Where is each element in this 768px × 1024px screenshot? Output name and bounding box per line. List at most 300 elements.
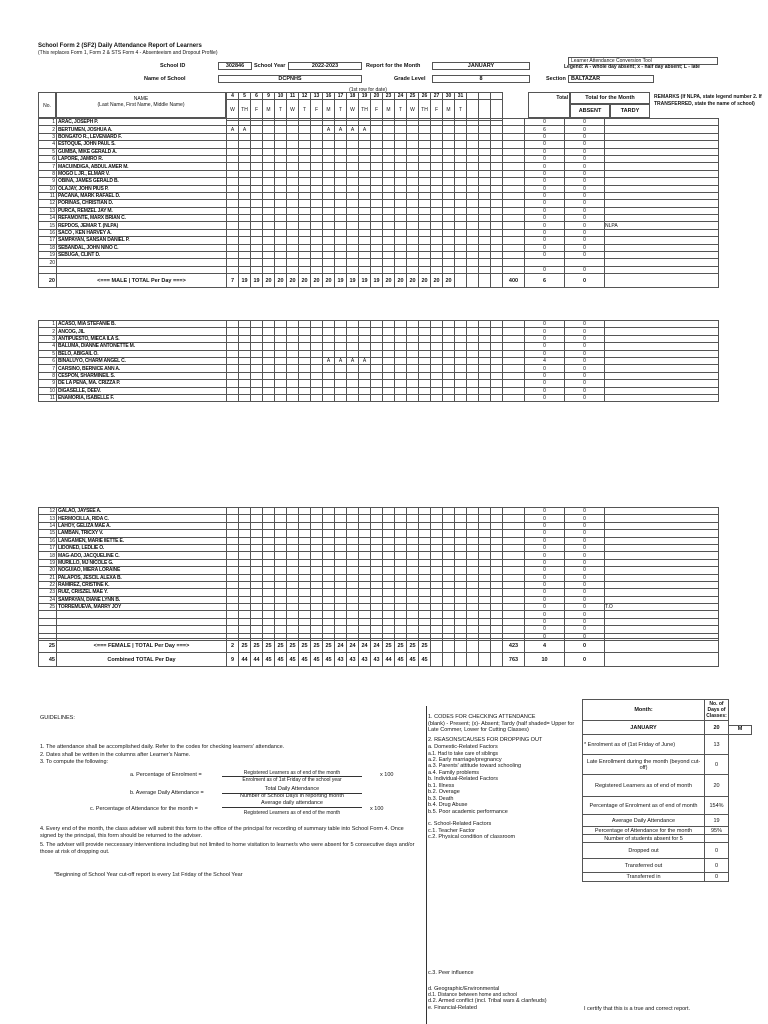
attendance-cell — [383, 350, 395, 357]
tardy-count: 0 — [565, 515, 605, 522]
attendance-cell — [395, 133, 407, 140]
attendance-cell — [371, 581, 383, 588]
attendance-cell — [395, 229, 407, 236]
conversion-tool[interactable]: Learner Attendance Conversion Tool — [568, 57, 718, 65]
table-row — [39, 163, 719, 170]
tardy-count: 0 — [565, 163, 605, 170]
attendance-cell — [251, 387, 263, 394]
attendance-cell — [395, 200, 407, 207]
attendance-cell — [479, 604, 491, 611]
attendance-cell — [275, 237, 287, 244]
attendance-cell — [407, 252, 419, 259]
attendance-cell — [407, 244, 419, 251]
attendance-cell — [227, 559, 239, 566]
attendance-cell — [431, 178, 443, 185]
weekday-cell: T — [335, 100, 347, 121]
attendance-cell — [371, 537, 383, 544]
attendance-cell — [407, 141, 419, 148]
attendance-cell — [407, 259, 419, 266]
school-id-label: School ID — [160, 63, 186, 69]
student-name: OBIÑA, JAMES GERALD B. — [57, 178, 227, 185]
table-row — [39, 266, 719, 273]
female-total-row — [39, 639, 719, 653]
codes-section-continued — [428, 970, 578, 1011]
attendance-cell — [479, 343, 491, 350]
remark-cell — [605, 365, 719, 372]
total-label: <=== MALE | TOTAL Per Day ===> — [57, 274, 227, 288]
attendance-cell — [275, 244, 287, 251]
attendance-cell — [227, 596, 239, 603]
attendance-cell — [491, 365, 503, 372]
attendance-cell — [479, 170, 491, 177]
absent-count: 0 — [525, 552, 565, 559]
guideline-4: 4. Every end of the month, the class adviser will submit this form to the office of the principal for recording of summary table into School Form 4. Once signed by the principal, this form should be returned to the adviser. — [40, 826, 404, 839]
attendance-cell — [227, 259, 239, 266]
attendance-cell — [383, 574, 395, 581]
attendance-cell — [239, 119, 251, 126]
attendance-cell — [419, 596, 431, 603]
attendance-cell — [443, 244, 455, 251]
attendance-cell — [395, 170, 407, 177]
attendance-cell — [443, 266, 455, 273]
attendance-cell — [407, 335, 419, 342]
attendance-cell — [299, 387, 311, 394]
column-header — [38, 87, 766, 118]
attendance-cell — [479, 508, 491, 515]
summary-m-label: M — [728, 725, 752, 735]
remark-cell — [605, 394, 719, 401]
attendance-cell — [347, 552, 359, 559]
attendance-cell — [395, 530, 407, 537]
attendance-cell — [227, 537, 239, 544]
attendance-cell — [299, 350, 311, 357]
tardy-count: 0 — [565, 335, 605, 342]
total-cell — [503, 148, 525, 155]
absent-count: 0 — [525, 207, 565, 214]
attendance-cell — [371, 394, 383, 401]
remark-cell — [605, 148, 719, 155]
attendance-cell — [227, 133, 239, 140]
attendance-cell — [467, 380, 479, 387]
attendance-cell — [431, 589, 443, 596]
table-row — [39, 574, 719, 581]
attendance-cell — [251, 252, 263, 259]
attendance-cell — [239, 604, 251, 611]
attendance-cell — [395, 126, 407, 133]
attendance-cell — [467, 328, 479, 335]
total-cell — [503, 611, 525, 618]
attendance-cell — [443, 222, 455, 229]
reason-c3: c.3. Peer influence — [428, 970, 474, 976]
attendance-cell — [467, 141, 479, 148]
attendance-cell — [227, 380, 239, 387]
tardy-count: 0 — [565, 155, 605, 162]
absent-count: 0 — [525, 604, 565, 611]
attendance-cell — [407, 321, 419, 328]
attendance-cell — [431, 380, 443, 387]
attendance-cell — [431, 126, 443, 133]
total-cell — [503, 163, 525, 170]
attendance-cell — [383, 192, 395, 199]
total-cell — [503, 192, 525, 199]
attendance-cell — [251, 604, 263, 611]
attendance-cell — [419, 372, 431, 379]
student-name: ANTIPUESTO, MIECA ILA S. — [57, 335, 227, 342]
attendance-cell — [239, 530, 251, 537]
attendance-cell — [431, 328, 443, 335]
attendance-cell — [323, 141, 335, 148]
reason-a4: a.4. Family problems — [428, 769, 480, 776]
attendance-cell — [299, 567, 311, 574]
total-cell — [503, 589, 525, 596]
attendance-cell — [431, 192, 443, 199]
total-cell — [503, 380, 525, 387]
attendance-cell — [407, 365, 419, 372]
tardy-count: 0 — [565, 343, 605, 350]
absent-count: 4 — [525, 357, 565, 364]
attendance-cell — [335, 207, 347, 214]
report-month-label: Report for the Month — [366, 63, 421, 69]
attendance-cell — [491, 244, 503, 251]
day-total: 19 — [359, 274, 371, 288]
table-row — [39, 155, 719, 162]
attendance-cell — [275, 200, 287, 207]
reason-c1: c.1. Teacher Factor — [428, 827, 475, 834]
attendance-cell — [299, 200, 311, 207]
attendance-cell — [443, 155, 455, 162]
attendance-cell — [275, 552, 287, 559]
attendance-cell — [455, 321, 467, 328]
attendance-cell — [287, 508, 299, 515]
attendance-cell — [431, 596, 443, 603]
attendance-cell — [311, 387, 323, 394]
attendance-cell — [431, 626, 443, 633]
student-name: DIGASELLE, DEEV. — [57, 387, 227, 394]
attendance-cell — [419, 574, 431, 581]
attendance-cell — [239, 508, 251, 515]
attendance-cell — [443, 163, 455, 170]
attendance-cell — [347, 185, 359, 192]
attendance-cell — [347, 604, 359, 611]
attendance-cell — [479, 335, 491, 342]
reason-b2: b.2. Overage — [428, 789, 460, 795]
attendance-cell — [311, 581, 323, 588]
day-total — [479, 639, 491, 653]
row-number: 24 — [39, 596, 57, 603]
attendance-cell — [455, 259, 467, 266]
attendance-cell — [323, 372, 335, 379]
attendance-cell — [251, 343, 263, 350]
attendance-cell — [287, 163, 299, 170]
tardy-count: 0 — [565, 237, 605, 244]
attendance-cell — [479, 266, 491, 273]
attendance-cell — [263, 357, 275, 364]
row-number: 23 — [39, 589, 57, 596]
attendance-cell — [371, 567, 383, 574]
attendance-cell — [491, 515, 503, 522]
day-total: 25 — [287, 639, 299, 653]
attendance-cell — [347, 259, 359, 266]
attendance-cell — [383, 372, 395, 379]
attendance-cell — [347, 119, 359, 126]
remark-cell — [605, 259, 719, 266]
attendance-cell — [251, 335, 263, 342]
attendance-cell — [467, 522, 479, 529]
attendance-cell — [371, 328, 383, 335]
day-total — [491, 639, 503, 653]
attendance-cell — [443, 207, 455, 214]
attendance-cell — [395, 581, 407, 588]
codes-section — [428, 714, 578, 841]
tardy-count: 0 — [565, 589, 605, 596]
tardy-count: 0 — [565, 581, 605, 588]
attendance-cell — [251, 266, 263, 273]
attendance-cell — [407, 229, 419, 236]
attendance-cell — [227, 567, 239, 574]
attendance-cell — [431, 530, 443, 537]
attendance-cell — [395, 119, 407, 126]
student-name: OLAJAY, JOHN PIUS P. — [57, 185, 227, 192]
attendance-cell — [251, 380, 263, 387]
attendance-cell — [443, 530, 455, 537]
attendance-cell — [359, 259, 371, 266]
attendance-cell — [455, 328, 467, 335]
reason-c2: c.2. Physical condition of classroom — [428, 834, 516, 840]
attendance-cell — [287, 321, 299, 328]
day-total: 20 — [383, 274, 395, 288]
attendance-cell — [311, 133, 323, 140]
attendance-cell — [227, 508, 239, 515]
attendance-cell — [347, 178, 359, 185]
row-number: 13 — [39, 207, 57, 214]
row-number — [39, 611, 57, 618]
attendance-cell — [467, 170, 479, 177]
attendance-cell — [311, 259, 323, 266]
attendance-cell — [311, 372, 323, 379]
total-cell — [503, 155, 525, 162]
attendance-cell — [287, 200, 299, 207]
attendance-cell — [275, 357, 287, 364]
attendance-cell — [443, 522, 455, 529]
table-row — [39, 321, 719, 328]
attendance-cell — [467, 259, 479, 266]
attendance-cell — [263, 387, 275, 394]
total-cell — [503, 559, 525, 566]
date-cell: 20 — [371, 93, 383, 100]
remark-cell — [605, 522, 719, 529]
absent-count: 0 — [525, 596, 565, 603]
attendance-cell — [407, 604, 419, 611]
attendance-cell — [311, 626, 323, 633]
attendance-cell — [359, 581, 371, 588]
tardy-total: 0 — [565, 653, 605, 667]
attendance-cell — [479, 380, 491, 387]
attendance-cell — [419, 207, 431, 214]
remark-cell — [605, 653, 719, 667]
attendance-cell — [443, 387, 455, 394]
summary-late-label: Late Enrollment during the month (beyond cut-off) — [583, 755, 705, 775]
attendance-cell — [407, 192, 419, 199]
tardy-count: 0 — [565, 200, 605, 207]
attendance-cell — [323, 559, 335, 566]
row-number: 11 — [39, 394, 57, 401]
date-cell: 26 — [419, 93, 431, 100]
attendance-cell — [431, 611, 443, 618]
reason-a2: a.2. Early marriage/pregnancy — [428, 756, 502, 763]
attendance-cell — [479, 252, 491, 259]
student-name — [57, 611, 227, 618]
student-name: ANCOG, JIL — [57, 328, 227, 335]
attendance-cell — [491, 237, 503, 244]
attendance-cell — [299, 357, 311, 364]
attendance-cell — [455, 618, 467, 625]
table-row — [39, 372, 719, 379]
attendance-cell — [287, 237, 299, 244]
table-row — [39, 567, 719, 574]
day-total — [491, 653, 503, 667]
attendance-cell — [443, 170, 455, 177]
attendance-cell — [431, 394, 443, 401]
attendance-cell — [383, 126, 395, 133]
attendance-cell — [263, 328, 275, 335]
attendance-cell — [227, 350, 239, 357]
absent-count: 0 — [525, 522, 565, 529]
attendance-cell — [239, 567, 251, 574]
attendance-cell — [263, 178, 275, 185]
attendance-cell — [371, 155, 383, 162]
attendance-cell — [335, 567, 347, 574]
attendance-cell — [227, 394, 239, 401]
attendance-cell — [227, 581, 239, 588]
attendance-cell — [275, 544, 287, 551]
remark-cell — [605, 574, 719, 581]
total-cell — [503, 515, 525, 522]
attendance-cell — [431, 350, 443, 357]
attendance-cell — [383, 596, 395, 603]
weekday-cell: M — [323, 100, 335, 121]
absent-count: 0 — [525, 163, 565, 170]
attendance-cell — [455, 141, 467, 148]
tardy-count — [565, 259, 605, 266]
reason-b5: b.5. Poor academic performance — [428, 808, 508, 815]
attendance-cell — [299, 163, 311, 170]
attendance-cell — [491, 581, 503, 588]
attendance-cell — [395, 508, 407, 515]
summary-reg-label: Registered Learners as of end of month — [583, 775, 705, 797]
tardy-count: 0 — [565, 222, 605, 229]
attendance-cell — [491, 148, 503, 155]
attendance-cell — [371, 626, 383, 633]
attendance-cell — [467, 163, 479, 170]
total-cell — [503, 259, 525, 266]
attendance-cell — [455, 335, 467, 342]
weekday-cell: TH — [419, 100, 431, 121]
attendance-cell — [431, 335, 443, 342]
attendance-cell — [263, 567, 275, 574]
attendance-cell — [443, 328, 455, 335]
total-cell — [503, 178, 525, 185]
attendance-cell — [467, 567, 479, 574]
attendance-cell — [479, 192, 491, 199]
attendance-cell — [287, 515, 299, 522]
attendance-cell — [335, 604, 347, 611]
row-number: 20 — [39, 567, 57, 574]
absent-total: 10 — [525, 653, 565, 667]
attendance-cell — [407, 508, 419, 515]
weekday-cell: M — [443, 100, 455, 121]
attendance-cell — [371, 148, 383, 155]
attendance-cell — [491, 567, 503, 574]
attendance-cell — [287, 626, 299, 633]
summary-pct-enrol-value: 154% — [705, 797, 729, 815]
attendance-cell — [395, 365, 407, 372]
attendance-cell — [311, 522, 323, 529]
attendance-cell — [491, 321, 503, 328]
attendance-cell — [287, 215, 299, 222]
formula-b-den: Number of School Days in reporting month — [240, 793, 344, 799]
attendance-cell — [251, 141, 263, 148]
attendance-cell — [491, 611, 503, 618]
attendance-cell — [491, 229, 503, 236]
attendance-cell — [431, 148, 443, 155]
attendance-cell — [491, 141, 503, 148]
attendance-cell — [359, 222, 371, 229]
attendance-cell — [395, 259, 407, 266]
attendance-cell — [311, 170, 323, 177]
attendance-cell — [299, 581, 311, 588]
summary-ada-value: 19 — [705, 815, 729, 827]
attendance-cell — [371, 259, 383, 266]
date-cell: 11 — [287, 93, 299, 100]
attendance-cell — [287, 589, 299, 596]
total-cell — [503, 237, 525, 244]
attendance-cell — [275, 530, 287, 537]
attendance-cell — [359, 365, 371, 372]
attendance-cell — [323, 508, 335, 515]
attendance-cell — [383, 508, 395, 515]
attendance-cell — [263, 252, 275, 259]
attendance-cell — [455, 148, 467, 155]
absent-count: 0 — [525, 372, 565, 379]
formula-a-label: a. Percentage of Enrolment = — [130, 772, 202, 778]
col-remarks: REMARKS (If NLPA, state legend number 2. If TRANSFERRED, state the name of school) — [654, 94, 762, 107]
total-cell — [503, 372, 525, 379]
attendance-cell — [443, 581, 455, 588]
total-count: 25 — [39, 639, 57, 653]
attendance-cell — [239, 148, 251, 155]
attendance-cell — [227, 178, 239, 185]
row-number: 25 — [39, 604, 57, 611]
attendance-cell — [227, 372, 239, 379]
tardy-count: 0 — [565, 350, 605, 357]
attendance-cell — [323, 328, 335, 335]
attendance-cell — [251, 537, 263, 544]
attendance-cell — [299, 170, 311, 177]
table-row — [39, 133, 719, 140]
attendance-cell — [359, 611, 371, 618]
attendance-cell — [251, 328, 263, 335]
attendance-cell — [263, 343, 275, 350]
attendance-cell — [419, 237, 431, 244]
attendance-cell — [443, 148, 455, 155]
attendance-cell — [311, 380, 323, 387]
attendance-cell — [299, 508, 311, 515]
attendance-cell — [419, 155, 431, 162]
attendance-cell — [443, 365, 455, 372]
attendance-cell — [323, 581, 335, 588]
attendance-cell — [323, 552, 335, 559]
attendance-cell — [347, 222, 359, 229]
